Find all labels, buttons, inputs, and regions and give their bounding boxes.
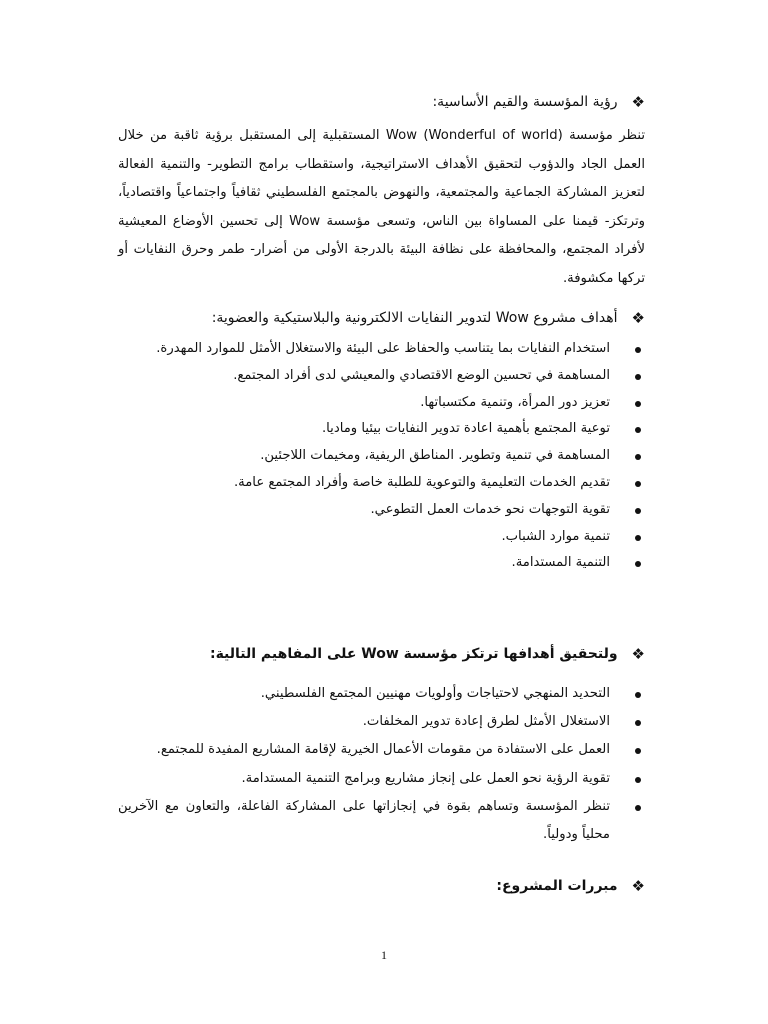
list-item-text: تنظر المؤسسة وتساهم بقوة في إنجازاتها على المشاركة الفاعلة، والتعاون مع الآخرين محلياً ودولياً. [118,798,610,843]
list-item-text: تقوية التوجهات نحو خدمات العمل التطوعي. [370,501,610,517]
bullet-dot-icon [635,805,641,811]
bullet-dot-icon [635,454,641,460]
list-item [118,363,645,390]
vision-heading-text: رؤية المؤسسة والقيم الأساسية: [432,94,618,110]
bullet-dot-icon [635,401,641,407]
list-item [118,390,645,417]
list-item [118,680,645,708]
list-item [118,793,645,849]
diamond-bullet-icon: ❖ [631,644,645,663]
concepts-heading [100,646,645,662]
bullet-dot-icon [635,508,641,514]
list-item [118,470,645,497]
list-item [118,736,645,764]
bullet-dot-icon [635,777,641,783]
goals-heading [100,310,645,326]
concepts-list [118,680,645,849]
vision-paragraph: تنظر مؤسسة (Wow (Wonderful of world المستقبلية إلى المستقبل برؤية ثاقبة من خلال العمل الجاد والدؤوب لتحقيق الأهداف الاستراتيجية، واستقطاب برامج التطوير- والتنمية الفعالة لتعزيز المشاركة الجماعية والمجتمعية، والنهوض بالمجتمع الفلسطيني ثقافياً واجتماعياً واقتصادياً، وترتكز- قيمنا على المساواة بين الناس، وتسعى مؤسسة Wow إلى تحسين الأوضاع المعيشية لأفراد المجتمع، والمحافظة على نظافة البيئة بالدرجة الأولى من أضرار- طمر وحرق النفايات أو تركها مكشوفة. [118,128,646,286]
list-item [118,416,645,443]
list-item-text: العمل على الاستفادة من مقومات الأعمال الخيرية لإقامة المشاريع المفيدة للمجتمع. [156,742,610,758]
goals-list [118,336,645,577]
justifications-heading [100,878,645,894]
list-item [118,550,645,577]
diamond-bullet-icon: ❖ [631,92,645,111]
list-item-text: المساهمة في تحسين الوضع الاقتصادي والمعيشي لدى أفراد المجتمع. [233,367,610,383]
list-item [118,708,645,736]
page-number: 1 [381,948,387,962]
list-item-text: تعزيز دور المرأة، وتنمية مكتسباتها. [420,394,610,410]
list-item [118,336,645,363]
list-item [118,524,645,551]
justifications-heading-text: مبررات المشروع: [496,878,618,894]
list-item-text: توعية المجتمع بأهمية اعادة تدوير النفايات بيئيا وماديا. [321,421,610,437]
vision-heading [100,94,645,110]
bullet-dot-icon [635,427,641,433]
bullet-dot-icon [635,347,641,353]
bullet-dot-icon [635,748,641,754]
list-item-text: تنمية موارد الشباب. [501,528,610,544]
diamond-bullet-icon: ❖ [631,308,645,327]
bullet-dot-icon [635,481,641,487]
list-item [118,765,645,793]
goals-heading-text: أهداف مشروع Wow لتدوير النفايات الالكترونية والبلاستيكية والعضوية: [211,310,618,326]
list-item [118,497,645,524]
list-item-text: تقديم الخدمات التعليمية والتوعوية للطلبة خاصة وأفراد المجتمع عامة. [233,474,610,490]
bullet-dot-icon [635,720,641,726]
list-item-text: المساهمة في تنمية وتطوير. المناطق الريفية، ومخيمات اللاجئين. [260,448,610,464]
list-item-text: تقوية الرؤية نحو العمل على إنجاز مشاريع وبرامج التنمية المستدامة. [241,770,610,786]
list-item [118,443,645,470]
bullet-dot-icon [635,374,641,380]
list-item-text: استخدام النفايات بما يتناسب والحفاظ على البيئة والاستغلال الأمثل للموارد المهدرة. [156,341,610,356]
diamond-bullet-icon: ❖ [631,876,645,895]
bullet-dot-icon [635,561,641,567]
bullet-dot-icon [635,535,641,541]
list-item-text: التحديد المنهجي لاحتياجات وأولويات مهنيين المجتمع الفلسطيني. [260,686,610,701]
list-item-text: الاستغلال الأمثل لطرق إعادة تدوير المخلفات. [362,714,610,730]
list-item-text: التنمية المستدامة. [511,555,610,571]
bullet-dot-icon [635,692,641,698]
concepts-heading-text: ولتحقيق أهدافها ترتكز مؤسسة Wow على المفاهيم التالية: [209,646,618,662]
